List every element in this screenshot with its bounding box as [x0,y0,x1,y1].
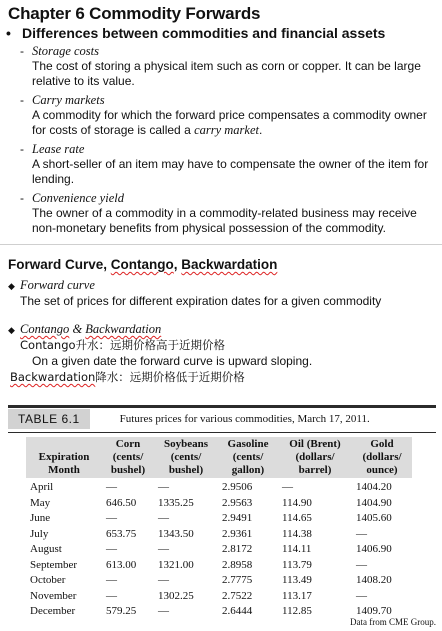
dash-icon: - [20,191,24,205]
diamond-bullet-icon: ◆ [8,281,15,291]
section-heading [8,257,277,272]
table-header-row [26,437,412,478]
price-cell: 114.38 [282,527,312,540]
month-cell: June [30,512,51,524]
month-cell: April [30,481,54,493]
month-cell: August [30,543,62,555]
price-cell: 1343.50 [158,527,194,540]
price-cell: — [158,574,169,586]
column-header: Soybeans (cents/ bushel) [154,437,218,478]
section-divider [0,244,442,245]
price-cell: 1404.20 [356,481,392,493]
price-cell: — [356,589,367,602]
price-cell: 114.11 [282,543,312,555]
month-cell: October [30,574,66,586]
list-item-convenience-yield [20,191,432,236]
term-description: A short-seller of an item may have to compensate the owner of the item for lending. [32,157,429,186]
futures-table-figure [8,405,436,620]
term-label: Carry markets [32,93,105,107]
column-header: Corn (cents/ bushel) [102,437,154,478]
term-description: The owner of a commodity in a commodity-related business may receive non-monetary benefits from physical possession of the commodity. [32,206,417,235]
term-label: Storage costs [32,44,100,58]
diamond-bullet-icon: ◆ [8,325,15,335]
price-cell: — [158,605,169,617]
price-cell: 1335.25 [158,496,194,509]
price-cell: — [106,574,117,586]
contango-note: On a given date the forward curve is upward sloping. [32,354,313,368]
table-caption: Futures prices for various commodities, March 17, 2011. [119,413,370,425]
list-item-forward-curve [8,278,434,293]
price-cell: 2.8172 [222,543,253,555]
month-cell: July [30,527,49,540]
dash-icon: - [20,142,24,156]
page-title: Chapter 6 Commodity Forwards [8,4,261,23]
term-amp: & [69,322,86,336]
table-label: TABLE 6.1 [8,409,90,429]
price-cell: 1404.90 [356,496,392,509]
term-label: Lease rate [32,142,85,156]
futures-prices-table [26,437,412,620]
dash-icon: - [20,93,24,107]
dash-icon: - [20,44,24,58]
list-item-carry-markets [20,93,432,138]
table-title-rule [8,432,436,433]
price-cell: 112.85 [282,605,312,617]
term-label: Convenience yield [32,191,124,205]
table-row [26,589,412,605]
price-cell: 1409.70 [356,605,392,617]
term-label [20,322,161,337]
price-cell: — [106,512,117,524]
table-row [26,542,412,558]
price-cell: 2.9563 [222,496,253,509]
price-cell: 2.9506 [222,481,253,493]
backwardation-word: Backwardation [10,370,96,384]
list-item-contango-backwardation [8,322,434,337]
table-row [26,511,412,527]
differences-list [20,44,432,240]
price-cell: 2.9361 [222,527,253,540]
table-body [26,478,412,620]
column-header: Gasoline (cents/ gallon) [218,437,278,478]
column-header: Gold (dollars/ ounce) [352,437,412,478]
heading-sep: , [173,257,182,272]
price-cell: 1302.25 [158,589,194,602]
price-cell: — [106,543,117,555]
price-cell: 2.9491 [222,512,253,524]
forward-curve-section [8,278,434,385]
contango-definition: Contango升水：远期价格高于近期价格 [20,338,226,352]
table-source: Data from CME Group. [350,617,436,627]
table-row [26,573,412,589]
price-cell: 2.6444 [222,605,253,617]
price-cell: — [158,481,169,493]
price-cell: 1406.90 [356,543,392,555]
price-cell: 113.79 [282,558,312,571]
month-cell: November [30,589,77,602]
desc-text: A commodity for which the forward price compensates a commodity owner for costs of storage is called a [32,108,427,137]
term-description: The set of prices for different expiration dates for a given commodity [20,294,382,308]
section-subtitle: Differences between commodities and financial assets [22,25,386,41]
price-cell: 579.25 [106,605,137,617]
price-cell: 2.8958 [222,558,253,571]
price-cell: 613.00 [106,558,137,571]
term-description: The cost of storing a physical item such as corn or copper. It can be large relative to its value. [32,59,421,88]
price-cell: — [356,527,367,540]
backwardation-rest: 降水：远期价格低于近期价格 [95,370,245,384]
price-cell: 1321.00 [158,558,194,571]
price-cell: 113.49 [282,574,312,586]
price-cell: 646.50 [106,496,137,509]
price-cell: — [158,512,169,524]
column-header: Oil (Brent) (dollars/ barrel) [278,437,352,478]
price-cell: 653.75 [106,527,137,540]
desc-emphasis: carry market [194,123,259,137]
table-title-row [8,408,436,430]
price-cell: 114.90 [282,496,312,509]
table-row [26,558,412,574]
month-cell: September [30,558,78,571]
backwardation-definition [10,369,434,385]
price-cell: — [282,481,293,493]
month-cell: December [30,605,76,617]
term-label: Forward curve [20,278,95,292]
list-item-storage-costs [20,44,432,89]
term-contango: Contango [20,322,70,336]
column-header: Expiration Month [26,437,102,478]
list-item-lease-rate [20,142,432,187]
heading-part: Forward Curve, [8,257,111,272]
heading-contango: Contango [110,257,174,272]
heading-backwardation: Backwardation [181,257,278,272]
bullet-icon: • [6,25,11,41]
month-cell: May [30,496,51,509]
desc-text-end: . [259,123,263,137]
table-row [26,527,412,543]
price-cell: 114.65 [282,512,312,524]
term-backwardation: Backwardation [85,322,162,336]
price-cell: 1408.20 [356,574,392,586]
price-cell: 1405.60 [356,512,392,524]
term-description [32,108,432,138]
table-row [26,496,412,512]
price-cell: 2.7775 [222,574,253,586]
price-cell: — [106,589,117,602]
price-cell: 113.17 [282,589,312,602]
price-cell: — [158,543,169,555]
table-row [26,478,412,496]
price-cell: — [356,558,367,571]
price-cell: — [106,481,117,493]
price-cell: 2.7522 [222,589,253,602]
